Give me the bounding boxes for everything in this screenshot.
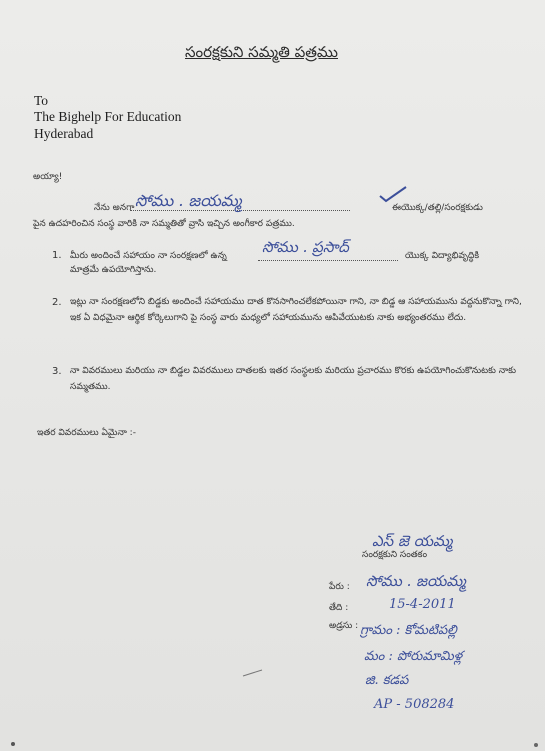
address-village: గ్రామం : కోమటిపల్లి — [360, 623, 457, 638]
address-city: Hyderabad — [34, 126, 94, 141]
tick-mark-icon — [378, 185, 408, 203]
item-1-prefix: మీరు అందించే సహాయం నా సంరక్షణలో ఉన్న — [70, 251, 227, 261]
address-to: To — [34, 93, 49, 108]
other-details-label: ఇతర వివరములు ఏమైనా :- — [37, 428, 136, 438]
intro-line2: పైన ఉదహరించిన సంస్థ వారికి నా సమ్మతితో వ్రాసి ఇచ్చిన అంగీకార పత్రము. — [33, 219, 295, 229]
item-2-number: 2. — [52, 297, 62, 308]
item-3-text: నా వివరములు మరియు నా బిడ్డల వివరములు దాతలకు ఇతర సంస్థలకు మరియు ప్రచారము కొరకు ఉపయోగించుకొనుటకు నాకు సమ్మతము. — [70, 366, 516, 392]
address-organization: The Bighelp For Education — [34, 109, 182, 124]
intro-name-handwritten: సోము . జయమ్మ — [135, 191, 242, 210]
signature-label: సంరక్షకుని సంతకం — [362, 550, 428, 560]
item-1-suffix: యొక్క విద్యాభివృద్ధికి — [405, 251, 480, 261]
name-value: సోము . జయమ్మ — [366, 572, 466, 590]
intro-prefix: నేను అనగా — [94, 203, 135, 213]
date-label: తేది : — [329, 603, 349, 613]
item-1-child-handwritten: సోము . ప్రసాద్ — [262, 238, 349, 256]
name-label: పేరు : — [329, 582, 350, 592]
item-1-child-line — [258, 260, 398, 261]
item-3-number: 3. — [52, 366, 62, 377]
intro-relation: ఈయొక్క/తల్లి/సంరక్షకుడు — [392, 203, 483, 213]
document-title: సంరక్షకుని సమ్మతి పత్రము — [185, 43, 338, 61]
address-mandal: మం : పోరుమామిళ్ల — [364, 649, 463, 664]
item-2-text: ఇట్లు నా సంరక్షణలోని బిడ్డకు అందించే సహాయము దాత కొనసాగించలేకపోయినా గాని, నా బిడ్డ ఆ సహాయమును వద్దనుకొన్నా గాని, ఇక ఏ విధమైనా ఆర్థిక కోర్కెలుగాని పై సంస్థ వారు మధ్యలో సహాయమును ఆపివేయుటకు నాకు అభ్యంతరము లేదు. — [70, 297, 522, 323]
date-value: 15-4-2011 — [389, 597, 456, 612]
address-pin: AP - 508284 — [374, 697, 455, 712]
item-1-number: 1. — [52, 250, 62, 261]
salutation: అయ్యా! — [33, 172, 63, 182]
address-district: జి. కడప — [365, 673, 409, 688]
item-1-line2: మాత్రమే ఉపయోగిస్తాను. — [70, 265, 157, 275]
address-label: అడ్రసు : — [329, 621, 359, 631]
guardian-signature: ఎస్ జె యమ్మ — [372, 532, 453, 550]
